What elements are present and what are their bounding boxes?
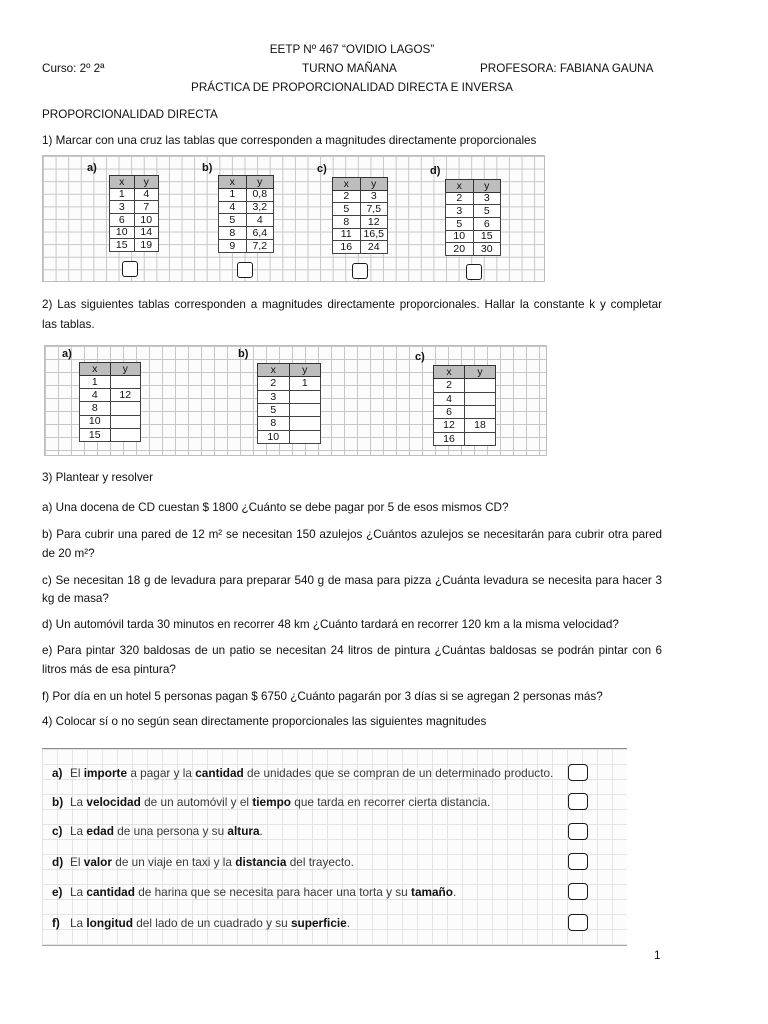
- item-keyword: superficie: [290, 916, 347, 930]
- table-header-row: [110, 176, 159, 189]
- table-header-row: [80, 363, 141, 376]
- x-value-cell: 1: [80, 376, 111, 389]
- y-value-cell: [465, 379, 496, 392]
- problem-e-line-2: litros más de esa pintura?: [42, 663, 176, 676]
- x-column-header: x: [219, 176, 247, 189]
- item-label: f): [52, 916, 60, 930]
- y-value-cell: 3,2: [246, 201, 274, 214]
- exercise-2-table-a: [79, 362, 141, 442]
- y-column-header: y: [360, 178, 388, 191]
- exercise-1-grid: [42, 155, 545, 282]
- item-keyword: distancia: [235, 855, 287, 869]
- item-label: c): [52, 824, 63, 838]
- y-value-cell: 1: [289, 377, 321, 390]
- y-column-header: y: [246, 176, 274, 189]
- table-row: [80, 428, 141, 441]
- item-text: del lado de un cuadrado y su: [132, 916, 291, 930]
- table-d-label: d): [430, 165, 441, 177]
- item-label: e): [52, 885, 63, 899]
- x-value-cell: 16: [434, 432, 465, 445]
- item-text: La: [70, 824, 87, 838]
- table-a-label: a): [62, 348, 72, 360]
- table-row: [434, 392, 496, 405]
- x-value-cell: 2: [434, 379, 465, 392]
- item-label: d): [52, 855, 64, 869]
- table-row: [110, 201, 159, 214]
- problem-d: d) Un automóvil tarda 30 minutos en recorrer 48 km ¿Cuánto tardará en recorrer 120 km a la misma velocidad?: [42, 618, 619, 631]
- x-value-cell: 6: [110, 213, 135, 226]
- x-value-cell: 9: [219, 240, 247, 253]
- table-header-row: [434, 366, 496, 379]
- page-number: 1: [654, 949, 661, 962]
- teacher-label: PROFESORA: FABIANA GAUNA: [480, 62, 654, 75]
- magnitude-item-f: [52, 916, 350, 930]
- item-keyword: cantidad: [195, 766, 244, 780]
- x-value-cell: 15: [110, 239, 135, 252]
- table-c-label: c): [317, 163, 327, 175]
- x-column-header: x: [333, 178, 361, 191]
- item-text: El: [70, 766, 84, 780]
- x-value-cell: 8: [80, 402, 111, 415]
- item-f-checkbox[interactable]: [568, 914, 588, 931]
- table-row: [446, 205, 501, 218]
- value-table: [445, 179, 501, 256]
- table-row: [110, 239, 159, 252]
- table-row: [434, 432, 496, 445]
- table-b-label: b): [238, 348, 249, 360]
- y-column-header: y: [465, 366, 496, 379]
- x-column-header: x: [258, 364, 290, 377]
- table-row: [258, 377, 321, 390]
- table-row: [80, 402, 141, 415]
- x-value-cell: 3: [258, 390, 290, 403]
- item-text: La: [70, 885, 87, 899]
- item-label: b): [52, 795, 64, 809]
- item-keyword: valor: [83, 855, 112, 869]
- table-header-row: [446, 180, 501, 193]
- x-column-header: x: [110, 176, 135, 189]
- table-header-row: [219, 176, 274, 189]
- problem-b-line-1: b) Para cubrir una pared de 12 m² se necesitan 150 azulejos ¿Cuántos azulejos se necesitarán para cubrir otra pared: [42, 528, 662, 541]
- exercise-2-table-b: [257, 363, 321, 444]
- x-value-cell: 10: [110, 226, 135, 239]
- table-row: [219, 201, 274, 214]
- y-value-cell: 6,4: [246, 227, 274, 240]
- table-row: [219, 240, 274, 253]
- y-value-cell: 10: [134, 213, 159, 226]
- item-text: que tarda en recorrer cierta distancia.: [290, 795, 491, 809]
- x-value-cell: 12: [434, 419, 465, 432]
- x-column-header: x: [446, 180, 474, 193]
- problem-e-line-1: e) Para pintar 320 baldosas de un patio se necesitan 24 litros de pintura ¿Cuántas baldosas se podrán pintar con 6: [42, 644, 662, 657]
- x-value-cell: 10: [80, 415, 111, 428]
- x-value-cell: 8: [333, 215, 361, 228]
- item-text: .: [259, 824, 263, 838]
- x-value-cell: 15: [80, 428, 111, 441]
- table-row: [333, 215, 388, 228]
- table-b-label: b): [202, 162, 213, 174]
- y-value-cell: [465, 405, 496, 418]
- exercise-1-table-c: [332, 177, 388, 254]
- table-row: [333, 203, 388, 216]
- exercise-1-table-b: [218, 175, 274, 253]
- y-value-cell: [110, 428, 141, 441]
- value-table: [332, 177, 388, 254]
- item-text: del trayecto.: [286, 855, 354, 869]
- y-value-cell: [465, 392, 496, 405]
- item-text: .: [346, 916, 350, 930]
- x-value-cell: 1: [219, 188, 247, 201]
- exercise-2-table-c: [433, 365, 496, 446]
- table-row: [219, 227, 274, 240]
- item-text: de harina que se necesita para hacer una torta y su: [134, 885, 412, 899]
- item-text: La: [70, 916, 87, 930]
- y-value-cell: 7,5: [360, 203, 388, 216]
- magnitude-item-e: [52, 885, 456, 899]
- x-value-cell: 20: [446, 243, 474, 256]
- item-text: La: [70, 795, 87, 809]
- y-column-header: y: [289, 364, 321, 377]
- table-row: [80, 376, 141, 389]
- problem-f: f) Por día en un hotel 5 personas pagan $ 6750 ¿Cuánto pagarán por 3 días si se agregan 2 personas más?: [42, 690, 603, 703]
- x-value-cell: 5: [333, 203, 361, 216]
- y-value-cell: 24: [360, 241, 388, 254]
- x-value-cell: 4: [219, 201, 247, 214]
- x-column-header: x: [434, 366, 465, 379]
- item-d-checkbox[interactable]: [568, 853, 588, 870]
- x-value-cell: 11: [333, 228, 361, 241]
- exercise-2-prompt-line-2: las tablas.: [42, 318, 95, 331]
- y-column-header: y: [134, 176, 159, 189]
- table-row: [333, 241, 388, 254]
- exercise-2-grid: [44, 345, 547, 456]
- value-table: [79, 362, 141, 442]
- magnitude-item-c: [52, 824, 263, 838]
- school-name: EETP Nº 467 “OVIDIO LAGOS”: [269, 43, 435, 56]
- value-table: [218, 175, 274, 253]
- x-value-cell: 3: [110, 201, 135, 214]
- x-value-cell: 2: [446, 192, 474, 205]
- item-label: a): [52, 766, 63, 780]
- problem-a: a) Una docena de CD cuestan $ 1800 ¿Cuánto se debe pagar por 5 de esos mismos CD?: [42, 501, 509, 514]
- magnitude-item-a: [52, 766, 553, 780]
- y-value-cell: 12: [360, 215, 388, 228]
- x-value-cell: 2: [258, 377, 290, 390]
- value-table: [109, 175, 159, 252]
- x-value-cell: 10: [446, 230, 474, 243]
- table-row: [110, 188, 159, 201]
- y-value-cell: [110, 415, 141, 428]
- item-keyword: tiempo: [252, 795, 291, 809]
- table-row: [434, 419, 496, 432]
- x-value-cell: 4: [80, 389, 111, 402]
- x-value-cell: 10: [258, 430, 290, 443]
- y-value-cell: [289, 430, 321, 443]
- item-keyword: tamaño: [411, 885, 453, 899]
- item-c-checkbox[interactable]: [568, 823, 588, 840]
- problem-c-line-2: kg de masa?: [42, 592, 109, 605]
- item-text: de un automóvil y el: [140, 795, 253, 809]
- exercise-1-prompt: 1) Marcar con una cruz las tablas que corresponden a magnitudes directamente proporcionales: [42, 134, 537, 147]
- x-value-cell: 6: [434, 405, 465, 418]
- table-row: [110, 213, 159, 226]
- y-value-cell: [465, 432, 496, 445]
- item-text: de unidades que se compran de un determinado producto.: [243, 766, 554, 780]
- x-value-cell: 4: [434, 392, 465, 405]
- y-value-cell: 0,8: [246, 188, 274, 201]
- course-label: Curso: 2º 2ª: [42, 62, 105, 75]
- problem-b-line-2: de 20 m²?: [42, 547, 95, 560]
- table-a-checkbox[interactable]: [122, 261, 138, 277]
- exercise-2-prompt-line-1: 2) Las siguientes tablas corresponden a magnitudes directamente proporcionales. Hallar la constante k y completar: [42, 298, 662, 311]
- table-row: [446, 243, 501, 256]
- table-a-label: a): [87, 162, 97, 174]
- x-value-cell: 8: [219, 227, 247, 240]
- item-e-checkbox[interactable]: [568, 883, 588, 900]
- item-keyword: edad: [86, 824, 114, 838]
- y-value-cell: 4: [134, 188, 159, 201]
- shift-label: TURNO MAÑANA: [302, 62, 397, 75]
- item-keyword: velocidad: [86, 795, 141, 809]
- table-row: [434, 405, 496, 418]
- x-value-cell: 1: [110, 188, 135, 201]
- table-row: [446, 230, 501, 243]
- item-keyword: altura: [227, 824, 260, 838]
- table-c-label: c): [415, 351, 425, 363]
- y-value-cell: 30: [473, 243, 501, 256]
- y-value-cell: 4: [246, 214, 274, 227]
- x-column-header: x: [80, 363, 111, 376]
- table-header-row: [333, 178, 388, 191]
- x-value-cell: 5: [219, 214, 247, 227]
- y-value-cell: 15: [473, 230, 501, 243]
- y-value-cell: [289, 417, 321, 430]
- item-text: a pagar y la: [127, 766, 196, 780]
- item-keyword: cantidad: [86, 885, 135, 899]
- table-header-row: [258, 364, 321, 377]
- x-value-cell: 5: [258, 403, 290, 416]
- exercise-4-prompt: 4) Colocar sí o no según sean directamente proporcionales las siguientes magnitudes: [42, 715, 487, 728]
- y-column-header: y: [110, 363, 141, 376]
- y-value-cell: 5: [473, 205, 501, 218]
- value-table: [257, 363, 321, 444]
- value-table: [433, 365, 496, 446]
- section-title: PROPORCIONALIDAD DIRECTA: [42, 108, 218, 121]
- table-row: [258, 417, 321, 430]
- table-row: [258, 390, 321, 403]
- y-value-cell: [110, 376, 141, 389]
- y-value-cell: 6: [473, 217, 501, 230]
- item-keyword: importe: [83, 766, 128, 780]
- y-value-cell: [289, 403, 321, 416]
- y-value-cell: [289, 390, 321, 403]
- table-row: [333, 228, 388, 241]
- y-value-cell: 3: [360, 190, 388, 203]
- table-row: [80, 415, 141, 428]
- table-row: [258, 430, 321, 443]
- item-text: .: [452, 885, 457, 899]
- item-keyword: longitud: [86, 916, 133, 930]
- table-row: [258, 403, 321, 416]
- exercise-1-table-a: [109, 175, 159, 252]
- x-value-cell: 5: [446, 217, 474, 230]
- y-value-cell: 14: [134, 226, 159, 239]
- table-row: [446, 217, 501, 230]
- x-value-cell: 8: [258, 417, 290, 430]
- item-text: de un viaje en taxi y la: [111, 855, 236, 869]
- table-d-checkbox[interactable]: [466, 264, 482, 280]
- y-value-cell: 16,5: [360, 228, 388, 241]
- x-value-cell: 16: [333, 241, 361, 254]
- y-value-cell: 7: [134, 201, 159, 214]
- item-text: El: [70, 855, 84, 869]
- table-row: [434, 379, 496, 392]
- y-value-cell: 7,2: [246, 240, 274, 253]
- y-value-cell: 12: [110, 389, 141, 402]
- exercise-4-grid: [42, 748, 627, 946]
- y-value-cell: 3: [473, 192, 501, 205]
- y-value-cell: 18: [465, 419, 496, 432]
- exercise-3-prompt: 3) Plantear y resolver: [42, 471, 154, 484]
- table-row: [446, 192, 501, 205]
- magnitude-item-d: [52, 855, 354, 869]
- item-b-checkbox[interactable]: [568, 793, 588, 810]
- problem-c-line-1: c) Se necesitan 18 g de levadura para preparar 540 g de masa para pizza ¿Cuánta levadura se necesita para hacer 3: [42, 574, 662, 587]
- table-row: [219, 188, 274, 201]
- y-value-cell: [110, 402, 141, 415]
- x-value-cell: 3: [446, 205, 474, 218]
- table-row: [333, 190, 388, 203]
- y-column-header: y: [473, 180, 501, 193]
- table-row: [219, 214, 274, 227]
- y-value-cell: 19: [134, 239, 159, 252]
- magnitude-item-b: [52, 795, 490, 809]
- exercise-1-table-d: [445, 179, 501, 256]
- table-row: [80, 389, 141, 402]
- x-value-cell: 2: [333, 190, 361, 203]
- table-c-checkbox[interactable]: [352, 263, 368, 279]
- table-row: [110, 226, 159, 239]
- worksheet-title: PRÁCTICA DE PROPORCIONALIDAD DIRECTA E INVERSA: [191, 81, 513, 94]
- table-b-checkbox[interactable]: [237, 262, 253, 278]
- item-a-checkbox[interactable]: [568, 764, 588, 781]
- item-text: de una persona y su: [113, 824, 228, 838]
